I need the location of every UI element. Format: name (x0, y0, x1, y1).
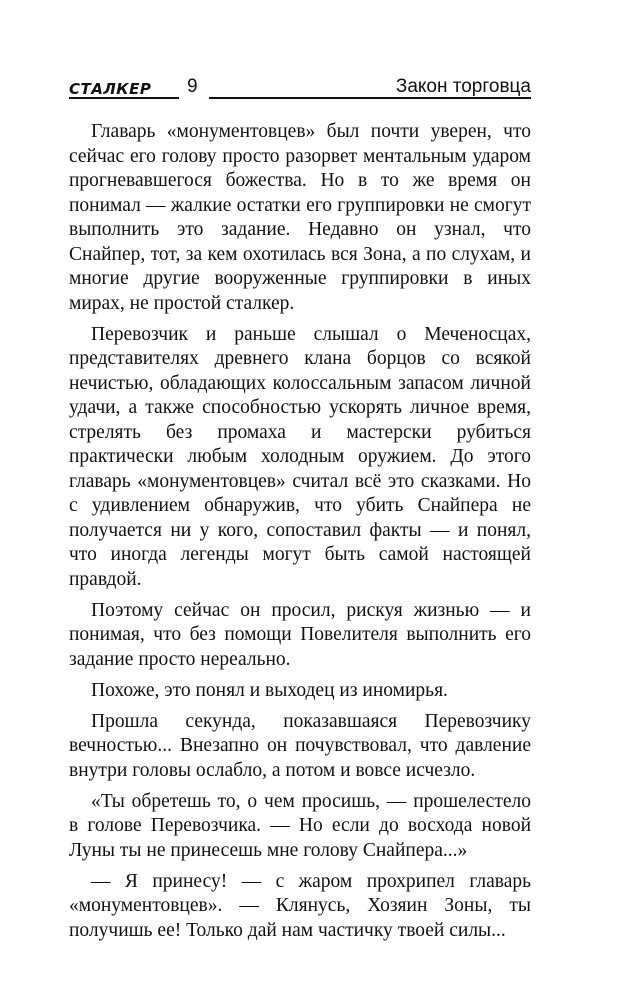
running-header (69, 70, 531, 100)
paragraph: Прошла секунда, показавшаяся Перевозчику вечностью... Внезапно он почувствовал, что давление внутри головы ослабло, а потом и вовсе исчезло. (69, 710, 531, 781)
paragraph: «Ты обретешь то, о чем просишь, — прошелестело в голове Перевозчика. — Но если до восхода новой Луны ты не принесешь мне голову Снайпера...» (69, 790, 531, 861)
series-title: СТАЛКЕР (69, 80, 152, 98)
book-title: Закон торговца (395, 76, 531, 97)
paragraph: Перевозчик и раньше слышал о Меченосцах, представителях древнего клана борцов со всякой нечистью, обладающих колоссальным запасом личной удачи, а также способностью ускорять личное время, стрелять без промаха и мастерски рубиться практически любым холодным оружием. До этого главарь «монументовцев» считал всё это сказками. Но с удивлением обнаружив, что убить Снайпера не получается ни у кого, сопоставил факты — и понял, что иногда легенды могут быть самой настоящей правдой. (69, 323, 531, 590)
header-rule-left (69, 97, 179, 99)
paragraph: Главарь «монументовцев» был почти уверен, что сейчас его голову просто разорвет ментальным ударом прогневавшегося божества. Но в то же время он понимал — жалкие остатки его группировки не смогут выполнить это задание. Недавно он узнал, что Снайпер, тот, за кем охотилась вся Зона, а по слухам, и многие другие вооруженные группировки в иных мирах, не простой сталкер. (69, 121, 531, 314)
paragraph: Похоже, это понял и выходец из иномирья. (91, 679, 448, 701)
paragraph: Поэтому сейчас он просил, рискуя жизнью — и понимая, что без помощи Повелителя выполнить его задание просто нереально. (69, 599, 531, 670)
page-number: 9 (187, 76, 198, 97)
body-text (69, 120, 531, 950)
paragraph: — Я принесу! — с жаром прохрипел главарь «монументовцев». — Клянусь, Хозяин Зоны, ты получишь ее! Только дай нам частичку твоей силы... (69, 870, 531, 941)
